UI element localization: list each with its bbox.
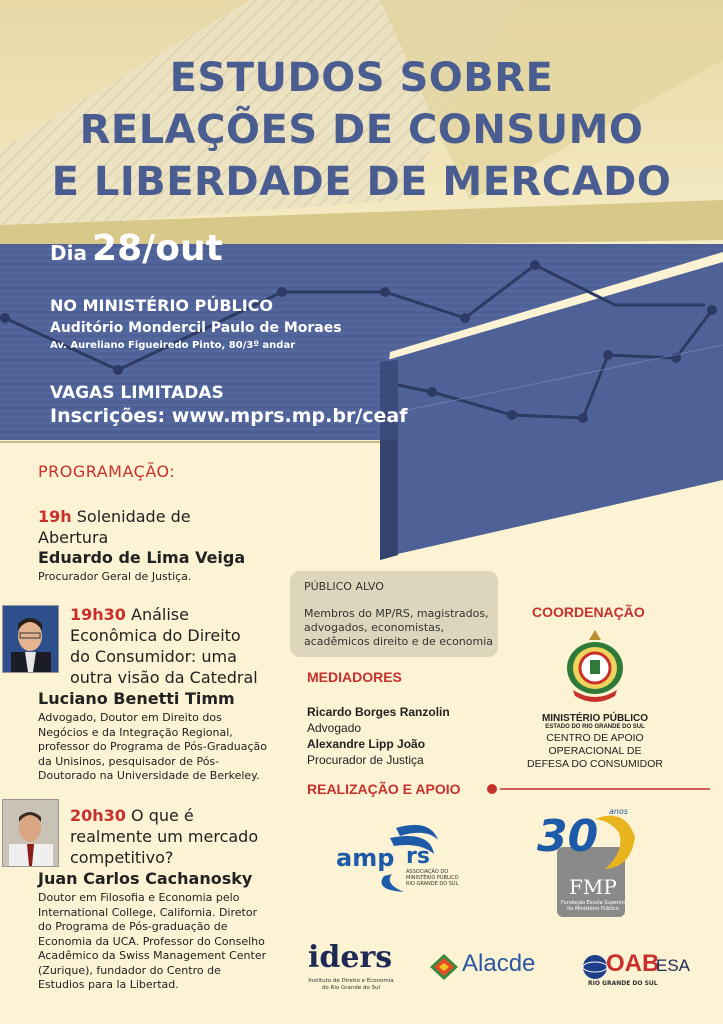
publico-heading: PÚBLICO ALVO (304, 580, 384, 593)
iders-caption: Instituto de Direito e Economia do Rio Grande do Sul (308, 978, 394, 991)
event-date (50, 228, 223, 269)
amprs-logo (334, 818, 459, 896)
mediador-role: Advogado (307, 721, 362, 735)
oab-text: OAB (606, 950, 660, 977)
publico-list: Membros do MP/RS, magistrados, advogados, economistas, acadêmicos direito e de economia (304, 607, 494, 648)
amp-text: amp (336, 844, 395, 872)
inscricoes-link[interactable]: Inscrições: www.mprs.mp.br/ceaf (50, 405, 408, 427)
event-auditorium: Auditório Mondercil Paulo de Moraes (50, 320, 342, 336)
title-line-3: E LIBERDADE DE MERCADO (51, 159, 672, 205)
fmp-anos: anos (609, 807, 629, 816)
oab-globe-icon (582, 954, 608, 980)
publico-alvo-box (290, 571, 498, 657)
speaker-photo-juan (2, 799, 59, 867)
iders-logo (308, 942, 398, 994)
speaker-photo-luciano (2, 605, 59, 673)
fmp-logo (535, 807, 645, 919)
talk-title: 20h30 O que é realmente um mercado competitivo? (70, 806, 259, 867)
fmp-caption: Fundação Escola Superior do Ministério Público (561, 900, 626, 912)
talk-time: 19h30 (70, 605, 126, 624)
esa-text: ESA (656, 956, 691, 975)
alacde-logo (430, 950, 555, 984)
talk-title: 19h Solenidade de Abertura (38, 507, 191, 547)
coordenacao-unit: CENTRO DE APOIO OPERACIONAL DE DEFESA DO CONSUMIDOR (527, 732, 663, 770)
alacde-text: Alacde (462, 950, 536, 977)
coordenacao-state: ESTADO DO RIO GRANDE DO SUL (545, 724, 645, 730)
title-line-1: ESTUDOS SOBRE (169, 55, 554, 101)
speaker-name: Eduardo de Lima Veiga (38, 548, 246, 567)
vagas-limitadas: VAGAS LIMITADAS (50, 383, 224, 403)
speaker-bio: Doutor em Filosofia e Economia pelo International College, California. Diretor do Programa de Pós-graduação de Economia da UCA. Professor do Conselho Acadêmico da Swiss Management Center (Zurique), fundador do Centro de Estudios para la Libertad. (38, 891, 267, 991)
coordenacao-org: MINISTÉRIO PÚBLICO (541, 713, 649, 724)
talk-time: 19h (38, 507, 72, 526)
amp-caption: ASSOCIAÇÃO DO MINISTÉRIO PÚBLICO RIO GRANDE DO SUL (406, 869, 459, 887)
mediador-role: Procurador de Justiça (307, 753, 424, 767)
iders-text: iders (308, 940, 393, 975)
oab-caption: RIO GRANDE DO SUL (588, 980, 658, 987)
dia-label: Dia (50, 241, 87, 265)
mediador-name: Ricardo Borges Ranzolin (307, 705, 450, 719)
event-address: Av. Aureliano Figueiredo Pinto, 80/3º andar (50, 340, 296, 351)
speaker-bio: Advogado, Doutor em Direito dos Negócios e da Integração Regional, professor do Programa de Pós-Graduação da Unisinos, pesquisador de Pós- Doutorado na Universidade de Berkeley. (38, 711, 268, 782)
fmp-text: FMP (569, 875, 617, 899)
coordenacao-heading: COORDENAÇÃO (532, 604, 645, 620)
fmp-30-number: 30 (537, 811, 599, 862)
event-place: NO MINISTÉRIO PÚBLICO (50, 296, 273, 315)
title-line-2: RELAÇÕES DE CONSUMO (79, 107, 644, 153)
mediadores-heading: MEDIADORES (307, 669, 402, 685)
programacao-heading: PROGRAMAÇÃO: (38, 462, 176, 481)
program-item-3 (70, 805, 370, 868)
rs-text: rs (406, 844, 430, 869)
realizacao-heading: REALIZAÇÃO E APOIO (307, 781, 461, 797)
mediador-name: Alexandre Lipp João (307, 737, 426, 751)
talk-time: 20h30 (70, 806, 126, 825)
speaker-name: Juan Carlos Cachanosky (38, 869, 253, 888)
date-value: 28/out (92, 228, 223, 269)
talk-title: 19h30 Análise Econômica do Direito do Consumidor: uma outra visão da Catedral (70, 605, 258, 687)
mediadores-list (307, 704, 450, 768)
alacde-icon (430, 954, 458, 980)
page-title (0, 52, 723, 208)
speaker-bio: Procurador Geral de Justiça. (38, 570, 192, 583)
oab-esa-logo (582, 950, 694, 990)
speaker-name: Luciano Benetti Timm (38, 689, 235, 708)
coat-of-arms-icon (563, 628, 627, 708)
